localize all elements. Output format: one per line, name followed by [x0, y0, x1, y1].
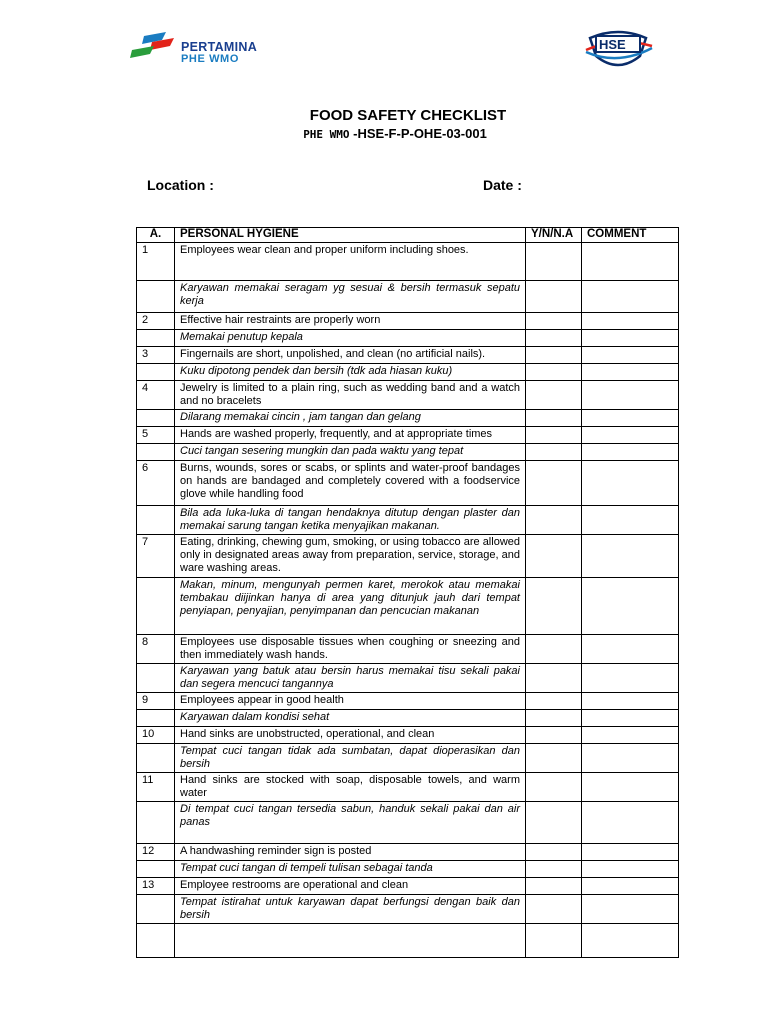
item-number-empty [137, 744, 175, 773]
comment-cell[interactable] [582, 243, 679, 281]
yn-cell[interactable] [526, 635, 582, 664]
table-row [137, 427, 679, 444]
yn-cell[interactable] [526, 861, 582, 878]
table-row [137, 243, 679, 281]
comment-cell[interactable] [582, 410, 679, 427]
location-label: Location : [147, 177, 214, 193]
item-text-indonesian: Karyawan yang batuk atau bersin harus memakai tisu sekali pakai dan segera mencuci tangannya [175, 664, 526, 693]
yn-cell[interactable] [526, 710, 582, 727]
item-number: 1 [137, 243, 175, 281]
pertamina-logo [130, 28, 280, 68]
comment-cell[interactable] [582, 444, 679, 461]
hse-logo [582, 28, 654, 74]
yn-cell[interactable] [526, 727, 582, 744]
comment-cell[interactable] [582, 313, 679, 330]
yn-cell[interactable] [526, 664, 582, 693]
table-row [137, 313, 679, 330]
table-row [137, 578, 679, 635]
comment-cell[interactable] [582, 693, 679, 710]
table-row [137, 773, 679, 802]
item-number: 12 [137, 844, 175, 861]
table-row [137, 861, 679, 878]
table-header-row [137, 228, 679, 243]
document-title: FOOD SAFETY CHECKLIST [309, 107, 507, 124]
yn-cell[interactable] [526, 381, 582, 410]
yn-cell[interactable] [526, 410, 582, 427]
yn-cell[interactable] [526, 313, 582, 330]
item-text-english: Hands are washed properly, frequently, and at appropriate times [175, 427, 526, 444]
item-text-indonesian: Tempat cuci tangan di tempeli tulisan sebagai tanda [175, 861, 526, 878]
header-section-letter: A. [137, 228, 175, 243]
item-text-indonesian: Karyawan memakai seragam yg sesuai & bersih termasuk sepatu kerja [175, 281, 526, 313]
table-row [137, 664, 679, 693]
item-text-english: Employees wear clean and proper uniform including shoes. [175, 243, 526, 281]
item-text-english: Employees appear in good health [175, 693, 526, 710]
item-number-empty [137, 330, 175, 347]
comment-cell[interactable] [582, 381, 679, 410]
yn-cell[interactable] [526, 427, 582, 444]
item-text-indonesian: Cuci tangan sesering mungkin dan pada waktu yang tepat [175, 444, 526, 461]
yn-cell[interactable] [526, 535, 582, 578]
comment-cell[interactable] [582, 924, 679, 958]
item-text-english: Jewelry is limited to a plain ring, such as wedding band and a watch and no bracelets [175, 381, 526, 410]
comment-cell[interactable] [582, 802, 679, 844]
comment-cell[interactable] [582, 664, 679, 693]
item-number: 6 [137, 461, 175, 506]
table-row [137, 281, 679, 313]
item-number-empty [137, 802, 175, 844]
yn-cell[interactable] [526, 281, 582, 313]
item-text-english: Eating, drinking, chewing gum, smoking, or using tobacco are allowed only in designated areas away from preparation, service, storage, and ware washing areas. [175, 535, 526, 578]
table-row [137, 506, 679, 535]
table-row [137, 744, 679, 773]
table-row [137, 727, 679, 744]
item-number-empty [137, 578, 175, 635]
table-row [137, 347, 679, 364]
hse-logo-text: HSE [599, 37, 626, 52]
comment-cell[interactable] [582, 727, 679, 744]
item-number: 11 [137, 773, 175, 802]
comment-cell[interactable] [582, 330, 679, 347]
yn-cell[interactable] [526, 773, 582, 802]
item-text-english: Hand sinks are unobstructed, operational, and clean [175, 727, 526, 744]
date-label: Date : [483, 177, 522, 193]
table-row [137, 802, 679, 844]
table-row-blank [137, 924, 679, 958]
item-number: 7 [137, 535, 175, 578]
item-number-empty [137, 444, 175, 461]
item-number-empty [137, 861, 175, 878]
item-number: 4 [137, 381, 175, 410]
yn-cell[interactable] [526, 330, 582, 347]
table-row [137, 364, 679, 381]
item-number: 8 [137, 635, 175, 664]
table-row [137, 693, 679, 710]
comment-cell[interactable] [582, 710, 679, 727]
item-text-english: Hand sinks are stocked with soap, disposable towels, and warm water [175, 773, 526, 802]
table-row [137, 878, 679, 895]
item-text-indonesian: Di tempat cuci tangan tersedia sabun, handuk sekali pakai dan air panas [175, 802, 526, 844]
item-text-english: Effective hair restraints are properly worn [175, 313, 526, 330]
item-text-indonesian: Makan, minum, mengunyah permen karet, merokok atau memakai tembakau diijinkan hanya di area yang ditunjuk jauh dari tempat penyiapan, penyajian, penyimpanan dan pencucian makanan [175, 578, 526, 635]
comment-cell[interactable] [582, 364, 679, 381]
table-row [137, 535, 679, 578]
comment-cell[interactable] [582, 895, 679, 924]
table-row [137, 635, 679, 664]
table-row [137, 895, 679, 924]
yn-cell[interactable] [526, 461, 582, 506]
item-number-empty [137, 664, 175, 693]
comment-cell[interactable] [582, 347, 679, 364]
table-row [137, 410, 679, 427]
yn-cell[interactable] [526, 364, 582, 381]
item-text-empty [175, 924, 526, 958]
yn-cell[interactable] [526, 878, 582, 895]
item-number: 10 [137, 727, 175, 744]
item-text-indonesian: Kuku dipotong pendek dan bersih (tdk ada hiasan kuku) [175, 364, 526, 381]
comment-cell[interactable] [582, 844, 679, 861]
item-text-indonesian: Dilarang memakai cincin , jam tangan dan gelang [175, 410, 526, 427]
header-comment: COMMENT [582, 228, 679, 243]
item-number-empty [137, 281, 175, 313]
yn-cell[interactable] [526, 924, 582, 958]
comment-cell[interactable] [582, 744, 679, 773]
item-number-empty [137, 710, 175, 727]
item-number: 13 [137, 878, 175, 895]
item-number: 5 [137, 427, 175, 444]
table-row [137, 444, 679, 461]
header-yn: Y/N/N.A [526, 228, 582, 243]
comment-cell[interactable] [582, 506, 679, 535]
item-text-english: A handwashing reminder sign is posted [175, 844, 526, 861]
yn-cell[interactable] [526, 844, 582, 861]
checklist-table [136, 227, 679, 958]
item-number: 3 [137, 347, 175, 364]
yn-cell[interactable] [526, 744, 582, 773]
comment-cell[interactable] [582, 281, 679, 313]
yn-cell[interactable] [526, 693, 582, 710]
item-number-empty [137, 410, 175, 427]
comment-cell[interactable] [582, 461, 679, 506]
table-row [137, 844, 679, 861]
yn-cell[interactable] [526, 895, 582, 924]
logo-sub-text: PHE WMO [181, 53, 239, 65]
item-text-english: Fingernails are short, unpolished, and clean (no artificial nails). [175, 347, 526, 364]
item-number-empty [137, 364, 175, 381]
yn-cell[interactable] [526, 802, 582, 844]
document-code [0, 126, 768, 141]
logo-brand-text: PERTAMINA [181, 40, 258, 54]
table-row [137, 330, 679, 347]
comment-cell[interactable] [582, 578, 679, 635]
table-row [137, 710, 679, 727]
item-text-english: Employee restrooms are operational and clean [175, 878, 526, 895]
item-text-english: Employees use disposable tissues when coughing or sneezing and then immediately wash hands. [175, 635, 526, 664]
comment-cell[interactable] [582, 535, 679, 578]
pertamina-emblem-icon [130, 30, 178, 62]
item-text-indonesian: Tempat cuci tangan tidak ada sumbatan, dapat dioperasikan dan bersih [175, 744, 526, 773]
comment-cell[interactable] [582, 861, 679, 878]
item-text-english: Burns, wounds, sores or scabs, or splints and water-proof bandages on hands are bandaged and completely covered with a foodservice glove while handling food [175, 461, 526, 506]
yn-cell[interactable] [526, 506, 582, 535]
item-number-empty [137, 895, 175, 924]
yn-cell[interactable] [526, 444, 582, 461]
yn-cell[interactable] [526, 347, 582, 364]
document-code-prefix: PHE WMO [303, 128, 350, 141]
comment-cell[interactable] [582, 878, 679, 895]
item-text-indonesian: Memakai penutup kepala [175, 330, 526, 347]
yn-cell[interactable] [526, 578, 582, 635]
comment-cell[interactable] [582, 773, 679, 802]
item-text-indonesian: Bila ada luka-luka di tangan hendaknya ditutup dengan plaster dan memakai sarung tangan ketika menyajikan makanan. [175, 506, 526, 535]
header-section-title: PERSONAL HYGIENE [175, 228, 526, 243]
item-text-indonesian: Tempat istirahat untuk karyawan dapat berfungsi dengan baik dan bersih [175, 895, 526, 924]
item-number-empty [137, 924, 175, 958]
table-row [137, 381, 679, 410]
table-row [137, 461, 679, 506]
comment-cell[interactable] [582, 635, 679, 664]
item-number: 9 [137, 693, 175, 710]
item-number-empty [137, 506, 175, 535]
yn-cell[interactable] [526, 243, 582, 281]
comment-cell[interactable] [582, 427, 679, 444]
item-number: 2 [137, 313, 175, 330]
item-text-indonesian: Karyawan dalam kondisi sehat [175, 710, 526, 727]
document-code-number: -HSE-F-P-OHE-03-001 [349, 126, 487, 141]
